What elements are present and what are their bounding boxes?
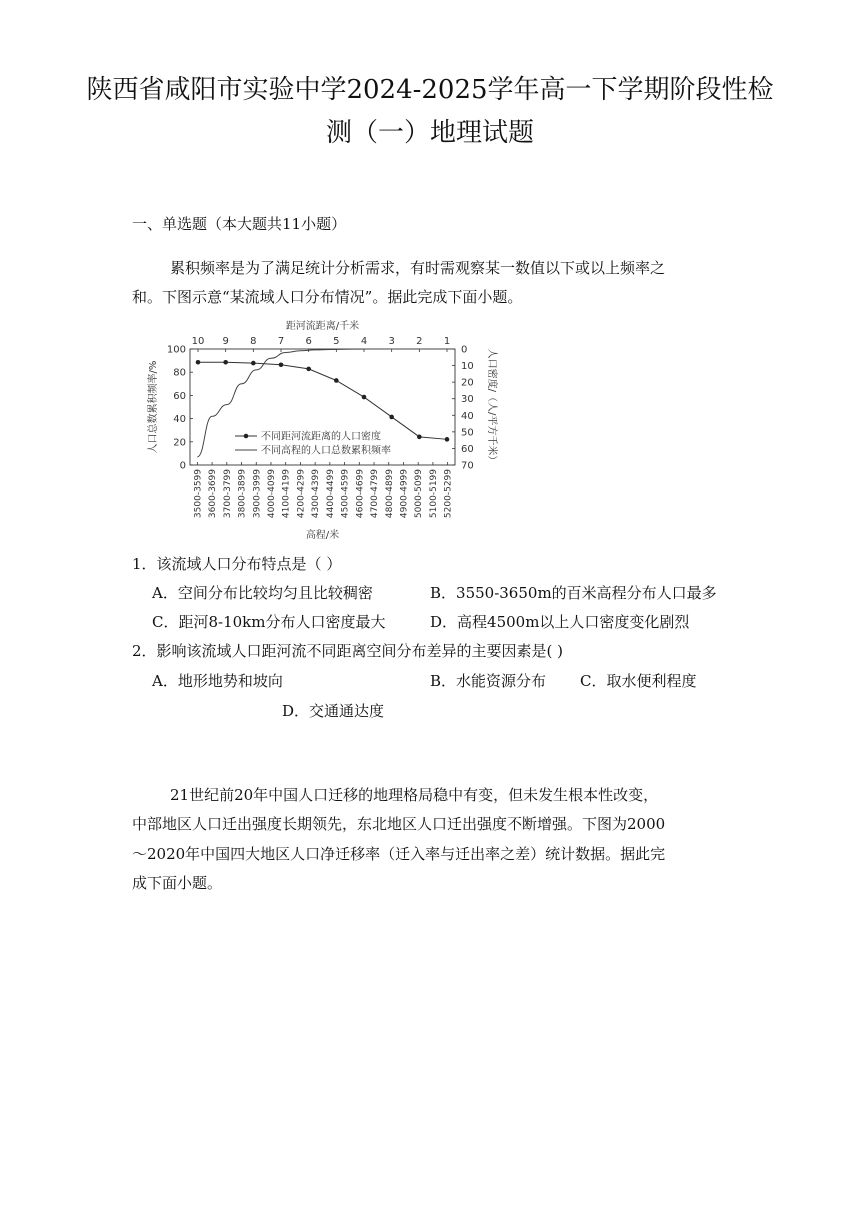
doc-title-line1: 陕西省咸阳市实验中学2024-2025学年高一下学期阶段性检 bbox=[86, 75, 774, 105]
right-tick-label: 20 bbox=[461, 377, 474, 389]
legend-frequency-label: 不同高程的人口总数累积频率 bbox=[261, 445, 391, 457]
q1-stem: 1．该流域人口分布特点是（ ） bbox=[132, 555, 342, 573]
density-point bbox=[279, 362, 284, 367]
legend-density-label: 不同距河流距离的人口密度 bbox=[261, 431, 381, 443]
top-tick-label: 2 bbox=[416, 336, 423, 347]
left-axis-label: 人口总数累积频率/% bbox=[148, 360, 159, 454]
left-tick-label: 60 bbox=[173, 390, 186, 402]
section-heading: 一、单选题（本大题共11小题） bbox=[132, 215, 347, 233]
right-tick-label: 40 bbox=[461, 410, 474, 422]
x-axis-label: 高程/米 bbox=[305, 530, 340, 541]
x-tick-label: 4100-4199 bbox=[281, 469, 292, 519]
top-tick-label: 5 bbox=[333, 336, 340, 347]
x-tick-label: 5000-5099 bbox=[414, 469, 425, 519]
x-tick-label: 5200-5299 bbox=[443, 469, 454, 519]
q2-stem: 2．影响该流域人口距河流不同距离空间分布差异的主要因素是( ) bbox=[132, 642, 564, 660]
intro2-line1: 21世纪前20年中国人口迁移的地理格局稳中有变，但未发生根本性改变， bbox=[170, 786, 659, 804]
left-tick-label: 40 bbox=[173, 414, 186, 426]
intro1-line1: 累积频率是为了满足统计分析需求，有时需观察某一数值以下或以上频率之 bbox=[170, 259, 666, 277]
x-tick-label: 3800-3899 bbox=[237, 469, 248, 519]
density-point bbox=[389, 415, 394, 420]
density-point bbox=[251, 361, 256, 366]
q2-option-d: D．交通通达度 bbox=[282, 702, 385, 720]
density-point bbox=[417, 435, 422, 440]
top-tick-label: 3 bbox=[388, 336, 395, 347]
density-point bbox=[306, 367, 311, 372]
top-tick-label: 7 bbox=[277, 336, 285, 347]
x-tick-label: 3900-3999 bbox=[252, 469, 263, 519]
x-tick-label: 4000-4099 bbox=[266, 469, 277, 519]
x-tick-label: 4200-4299 bbox=[296, 469, 307, 519]
right-tick-label: 70 bbox=[461, 460, 474, 472]
top-tick-label: 1 bbox=[443, 336, 451, 347]
x-tick-label: 4600-4699 bbox=[355, 469, 366, 519]
right-tick-label: 60 bbox=[461, 443, 474, 455]
x-tick-label: 4400-4499 bbox=[325, 469, 336, 519]
intro2-line2: 中部地区人口迁出强度长期领先，东北地区人口迁出强度不断增强。下图为2000 bbox=[132, 815, 666, 833]
density-point bbox=[362, 395, 367, 400]
x-tick-label: 4500-4599 bbox=[340, 469, 351, 519]
x-tick-label: 3700-3799 bbox=[222, 469, 233, 519]
density-series-line bbox=[198, 362, 447, 439]
legend-density-marker bbox=[244, 434, 249, 439]
q2-option-a: A．地形地势和坡向 bbox=[152, 672, 283, 690]
intro2-line3: ～2020年中国四大地区人口净迁移率（迁入率与迁出率之差）统计数据。据此完 bbox=[132, 845, 666, 863]
x-tick-label: 3500-3599 bbox=[193, 469, 204, 519]
doc-title-line2: 测（一）地理试题 bbox=[325, 118, 534, 148]
left-tick-label: 100 bbox=[166, 344, 186, 356]
q2-option-b: B．水能资源分布 bbox=[430, 672, 547, 690]
right-tick-label: 50 bbox=[461, 427, 474, 439]
density-point bbox=[334, 378, 339, 383]
x-tick-label: 4900-4999 bbox=[399, 469, 410, 519]
left-tick-label: 80 bbox=[173, 367, 186, 379]
q1-option-c: C．距河8-10km分布人口密度最大 bbox=[152, 613, 386, 631]
top-tick-label: 9 bbox=[222, 336, 229, 347]
density-point bbox=[196, 360, 201, 365]
right-tick-label: 30 bbox=[461, 394, 474, 406]
right-tick-label: 10 bbox=[461, 361, 474, 373]
top-tick-label: 10 bbox=[191, 336, 205, 347]
top-tick-label: 6 bbox=[305, 336, 312, 347]
left-tick-label: 20 bbox=[173, 437, 186, 449]
q2-option-c: C．取水便利程度 bbox=[580, 672, 697, 690]
right-axis-label: 人口密度/（人/平方千米） bbox=[486, 348, 497, 466]
q1-option-d: D．高程4500m以上人口密度变化剧烈 bbox=[430, 613, 690, 631]
top-axis-label: 距河流距离/千米 bbox=[285, 321, 360, 332]
top-tick-label: 4 bbox=[360, 336, 368, 347]
density-point bbox=[223, 360, 228, 365]
intro1-line2: 和。下图示意“某流域人口分布情况”。据此完成下面小题。 bbox=[132, 288, 523, 306]
population-distribution-chart bbox=[140, 318, 500, 543]
density-point bbox=[445, 437, 450, 442]
intro2-line4: 成下面小题。 bbox=[132, 874, 223, 892]
x-tick-label: 5100-5199 bbox=[428, 469, 439, 519]
top-tick-label: 8 bbox=[250, 336, 257, 347]
x-tick-label: 4800-4899 bbox=[384, 469, 395, 519]
right-tick-label: 0 bbox=[461, 344, 468, 356]
left-tick-label: 0 bbox=[179, 460, 186, 472]
x-tick-label: 4300-4399 bbox=[311, 469, 322, 519]
q1-option-a: A．空间分布比较均匀且比较稠密 bbox=[152, 584, 373, 602]
x-tick-label: 3600-3699 bbox=[208, 469, 219, 519]
x-tick-label: 4700-4799 bbox=[370, 469, 381, 519]
q1-option-b: B．3550-3650m的百米高程分布人口最多 bbox=[430, 584, 717, 602]
